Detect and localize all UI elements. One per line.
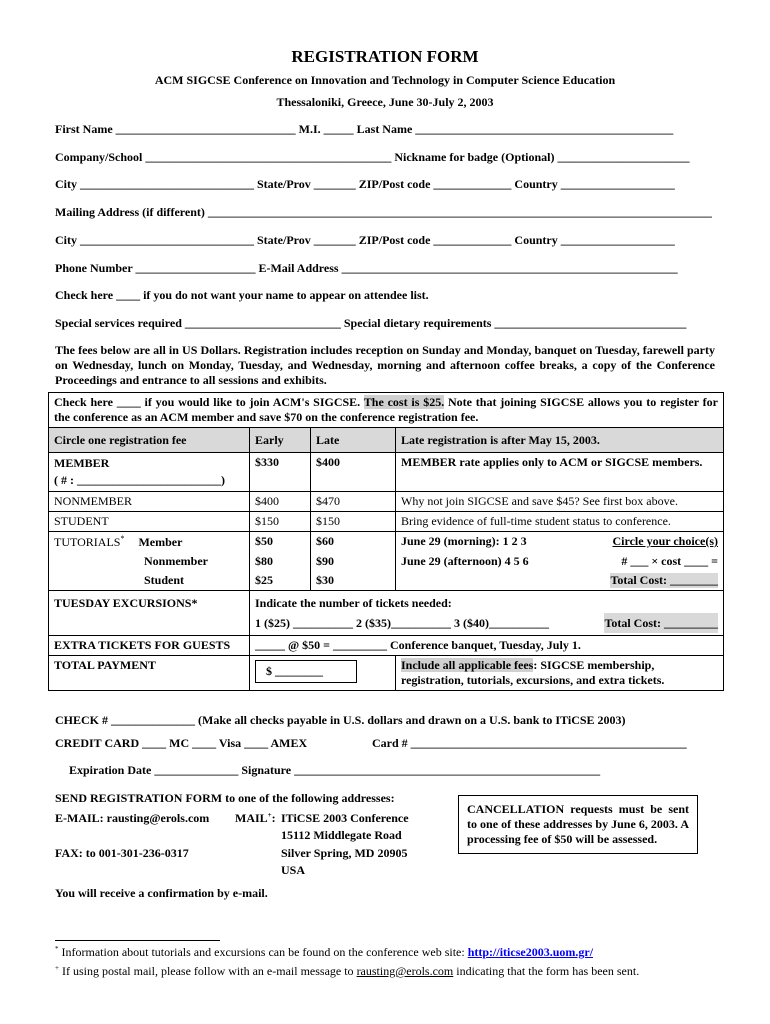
sigcse-join-text: Check here ____ if you would like to join ACM's SIGCSE. — [54, 395, 364, 409]
header-early: Early — [250, 428, 311, 453]
total-payment-box[interactable]: $ ________ — [255, 660, 357, 683]
tutorial-morning-choices[interactable]: June 29 (morning): 1 2 3 — [401, 534, 527, 548]
excursions-total-cost[interactable]: Total Cost: _________ — [604, 613, 718, 633]
member-note: MEMBER rate applies only to ACM or SIGCSE members. — [396, 453, 724, 492]
student-late[interactable]: $150 — [311, 512, 396, 532]
footnote-divider — [55, 940, 220, 941]
city-line[interactable]: City _____________________________ State/Prov _______ ZIP/Post code _____________ Country ___________________ — [55, 177, 675, 191]
email-address: E-MAIL: rausting@erols.com — [55, 811, 210, 825]
tutorial-student-late[interactable]: $30 — [311, 571, 396, 591]
name-line[interactable]: First Name ______________________________ M.I. _____ Last Name ___________________________________________ — [55, 122, 674, 136]
header-fee: Circle one registration fee — [49, 428, 250, 453]
mail-address-line-2: 15112 Middlegate Road — [281, 828, 402, 842]
company-line[interactable]: Company/School _________________________________________ Nickname for badge (Optional) ______________________ — [55, 150, 690, 164]
conference-location: Thessaloniki, Greece, June 30-July 2, 2003 — [276, 95, 494, 109]
header-late: Late — [311, 428, 396, 453]
student-early[interactable]: $150 — [250, 512, 311, 532]
member-number-field[interactable]: ( # : ________________________) — [54, 473, 225, 487]
phone-email-line[interactable]: Phone Number ____________________ E-Mail Address ________________________________________________________ — [55, 261, 678, 275]
cancellation-box: CANCELLATION requests must be sent to one of these addresses by June 6, 2003. A processing fee of $50 will be assessed. — [458, 795, 698, 854]
tutorial-member-late[interactable]: $60 — [311, 532, 396, 553]
fax-number: FAX: to 001-301-236-0317 — [55, 846, 189, 860]
excursions-tickets[interactable]: 1 ($25) __________ 2 ($35)__________ 3 ($40)__________ — [255, 616, 549, 630]
excursions-label: TUESDAY EXCURSIONS* — [49, 591, 250, 636]
member-late[interactable]: $400 — [311, 453, 396, 492]
header-late-note: Late registration is after May 15, 2003. — [396, 428, 724, 453]
member-early[interactable]: $330 — [250, 453, 311, 492]
student-note: Bring evidence of full-time student status to conference. — [396, 512, 724, 532]
nonmember-note: Why not join SIGCSE and save $45? See first box above. — [396, 492, 724, 512]
mail-address-line-3: Silver Spring, MD 20905 — [281, 846, 408, 860]
check-line[interactable]: CHECK # ______________ (Make all checks payable in U.S. dollars and drawn on a U.S. bank to ITiCSE 2003) — [55, 713, 626, 727]
extra-tickets-field[interactable]: _____ @ $50 = _________ Conference banquet, Tuesday, July 1. — [250, 636, 724, 656]
city-line-2[interactable]: City _____________________________ State/Prov _______ ZIP/Post code _____________ Country ___________________ — [55, 233, 675, 247]
sigcse-join-row[interactable] — [49, 393, 724, 428]
fees-paragraph: The fees below are all in US Dollars. Registration includes reception on Sunday and Monday, banquet on Tuesday, farewell party on Wednesday, lunch on Monday, Tuesday, and Wednesday, morning and afternoon coffee breaks, a copy of the Conference Proceedings and entrance to all sessions and exhibits. — [55, 343, 715, 387]
tutorial-count-cost[interactable]: # ___ × cost ____ = — [621, 554, 718, 568]
nonmember-row[interactable] — [49, 492, 724, 512]
student-label: STUDENT — [49, 512, 250, 532]
send-form-heading: SEND REGISTRATION FORM to one of the following addresses: — [55, 791, 395, 805]
card-number-line[interactable]: Card # ______________________________________________ — [372, 736, 687, 750]
expiration-signature-line[interactable]: Expiration Date ______________ Signature ___________________________________________________ — [69, 763, 601, 777]
total-payment-row[interactable] — [49, 656, 724, 691]
special-services-line[interactable]: Special services required __________________________ Special dietary requirements ________________________________ — [55, 316, 687, 330]
nonmember-label: NONMEMBER — [49, 492, 250, 512]
tutorial-student-type: Student — [49, 571, 250, 591]
extra-tickets-row[interactable] — [49, 636, 724, 656]
attendee-list-check[interactable]: Check here ____ if you do not want your name to appear on attendee list. — [55, 288, 429, 302]
total-payment-label: TOTAL PAYMENT — [49, 656, 250, 691]
member-row[interactable] — [49, 453, 724, 492]
include-fees-text: : SIGCSE membership, registration, tutorials, excursions, and extra tickets. — [401, 658, 665, 687]
tutorial-nonmember-late[interactable]: $90 — [311, 552, 396, 571]
nonmember-early[interactable]: $400 — [250, 492, 311, 512]
footnote-2: + If using postal mail, please follow with an e-mail message to rausting@erols.com indicating that the form has been sent. — [55, 964, 640, 978]
excursions-instruction: Indicate the number of tickets needed: — [255, 596, 452, 610]
tutorials-label: TUTORIALS — [54, 535, 121, 549]
confirmation-note: You will receive a confirmation by e-mail. — [55, 886, 268, 900]
student-row[interactable] — [49, 512, 724, 532]
tutorial-nonmember-row[interactable] — [49, 552, 724, 571]
tutorial-nonmember-early[interactable]: $80 — [250, 552, 311, 571]
credit-card-line[interactable]: CREDIT CARD ____ MC ____ Visa ____ AMEX — [55, 736, 308, 750]
tutorial-member-type: Member — [138, 535, 183, 549]
conference-website-link[interactable]: http://iticse2003.uom.gr/ — [467, 945, 594, 959]
mail-address-line-1: ITiCSE 2003 Conference — [281, 811, 409, 825]
tutorial-total-cost[interactable]: Total Cost: ________ — [610, 573, 718, 587]
page-title: REGISTRATION FORM — [291, 47, 479, 66]
mail-address-line-4: USA — [281, 863, 306, 877]
mail-label: MAIL+: — [235, 811, 276, 825]
tutorial-afternoon-choices[interactable]: June 29 (afternoon) 4 5 6 — [401, 554, 529, 568]
tutorial-member-early[interactable]: $50 — [250, 532, 311, 553]
tutorial-member-row[interactable] — [49, 532, 724, 553]
conference-name: ACM SIGCSE Conference on Innovation and Technology in Computer Science Education — [154, 73, 616, 87]
circle-choice-label: Circle your choice(s) — [612, 534, 718, 548]
include-fees-highlight: Include all applicable fees — [401, 658, 534, 672]
sigcse-cost: The cost is $25. — [363, 395, 445, 409]
mailing-address-line[interactable]: Mailing Address (if different) ____________________________________________________________________________________ — [55, 205, 712, 219]
extra-tickets-label: EXTRA TICKETS FOR GUESTS — [49, 636, 250, 656]
email-link[interactable]: rausting@erols.com — [356, 964, 454, 978]
tutorial-nonmember-type: Nonmember — [49, 552, 250, 571]
fees-table — [48, 392, 724, 691]
footnote-1: * Information about tutorials and excursions can be found on the conference web site: http://iticse2003.uom.gr/ — [55, 945, 594, 959]
sigcse-note: Note that joining SIGCSE allows you to register for the conference as an ACM member and save $70 on the conference registration fee. — [54, 395, 718, 424]
member-label: MEMBER — [54, 456, 110, 470]
nonmember-late[interactable]: $470 — [311, 492, 396, 512]
tutorial-student-row[interactable] — [49, 571, 724, 591]
tutorial-student-early[interactable]: $25 — [250, 571, 311, 591]
excursions-row[interactable] — [49, 591, 724, 636]
tutorials-footnote-mark: * — [120, 534, 125, 543]
